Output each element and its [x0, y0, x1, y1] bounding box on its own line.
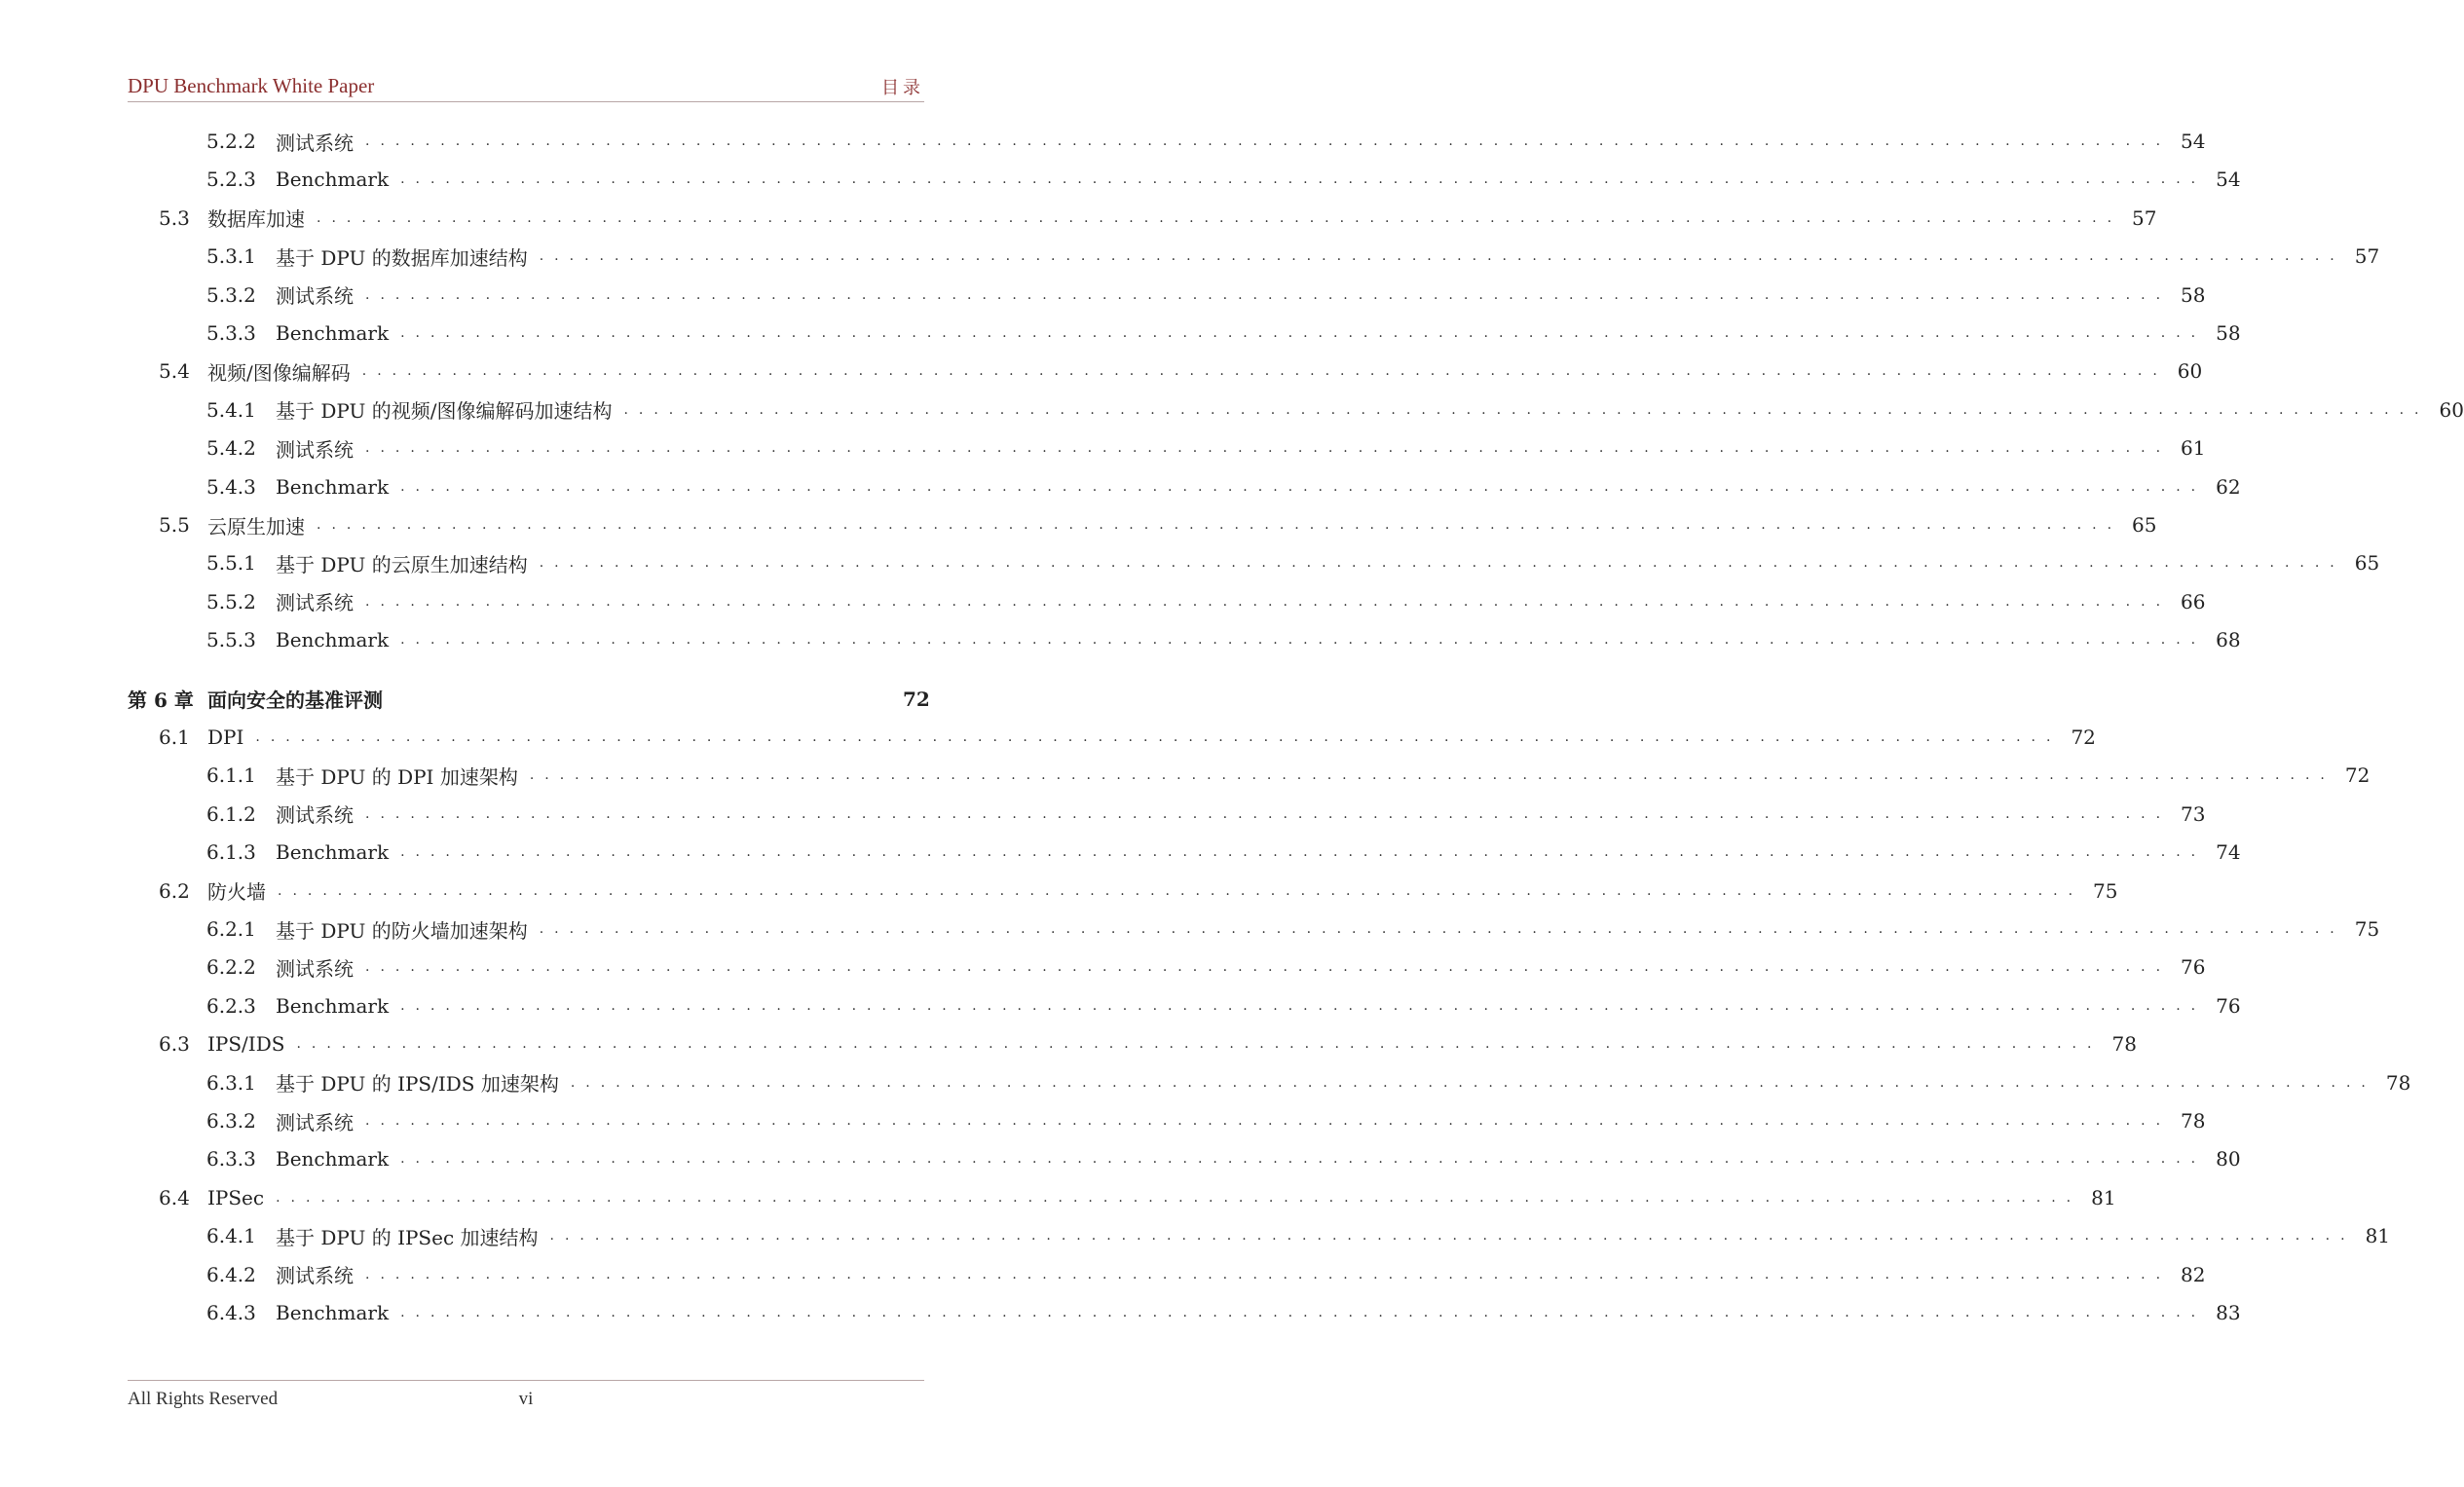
toc-entry[interactable]: [128, 620, 2241, 659]
toc-entry-title: 基于 DPU 的 IPS/IDS 加速架构: [276, 1072, 559, 1097]
toc-leader-dots: ........................................................................................................................: [365, 959, 2172, 976]
toc-entry[interactable]: [128, 505, 2157, 544]
toc-entry-page: 58: [2216, 321, 2241, 345]
toc-entry-title: Benchmark: [276, 474, 390, 499]
toc-leader-dots: ........................................................................................................................: [365, 805, 2172, 822]
toc-entry[interactable]: [128, 390, 2464, 429]
toc-entry-number: 5.4: [159, 359, 190, 384]
toc-leader-dots: ........................................................................................................................: [317, 517, 2123, 533]
toc-entry-page: 68: [2216, 628, 2241, 652]
toc-entry[interactable]: [128, 948, 2206, 986]
toc-leader-dots: ........................................................................................................................: [400, 1151, 2207, 1168]
toc-leader-dots: ........................................................................................................................: [400, 171, 2207, 188]
toc-entry-title: 测试系统: [276, 130, 354, 155]
toc-entry-number: 6.3.1: [206, 1070, 256, 1095]
toc-leader-dots: ........................................................................................................................: [361, 363, 2168, 380]
toc-entry[interactable]: [128, 872, 2118, 911]
toc-entry-title: 基于 DPU 的视频/图像编解码加速结构: [276, 399, 613, 424]
document-title: DPU Benchmark White Paper: [128, 74, 375, 97]
toc-entry-number: 6.4.1: [206, 1224, 256, 1248]
toc-leader-dots: ........................................................................................................................: [400, 997, 2207, 1014]
toc-leader-dots: ........................................................................................................................: [365, 440, 2172, 457]
toc-entry-page: 82: [2181, 1262, 2206, 1286]
toc-entry-number: 5.5.2: [206, 589, 256, 613]
toc-entry-title: Benchmark: [276, 993, 390, 1018]
toc-entry-title: Benchmark: [276, 321, 390, 345]
toc-entry[interactable]: [128, 1293, 2241, 1332]
toc-entry-page: 80: [2216, 1147, 2241, 1171]
toc-entry-title: 视频/图像编解码: [207, 360, 351, 385]
toc-entry-number: 5.2.3: [206, 167, 256, 192]
toc-entry[interactable]: [128, 428, 2206, 467]
toc-entry-number: 5.4.1: [206, 397, 256, 422]
toc-leader-dots: ........................................................................................................................: [278, 882, 2084, 899]
toc-entry-title: 测试系统: [276, 956, 354, 981]
toc-leader-dots: ........................................................................................................................: [539, 248, 2345, 265]
toc-leader-dots: ........................................................................................................................: [365, 286, 2172, 303]
toc-entry-title: 防火墙: [207, 880, 266, 905]
toc-leader-dots: ........................................................................................................................: [539, 555, 2345, 572]
toc-entry-number: 5.2.2: [206, 130, 256, 153]
toc-entry[interactable]: [128, 1178, 2116, 1217]
toc-entry-number: 5.5.1: [206, 551, 256, 576]
toc-entry-title: Benchmark: [276, 1301, 390, 1324]
toc-entry[interactable]: [128, 910, 2380, 948]
toc-entry[interactable]: [128, 352, 2203, 390]
toc-entry[interactable]: [128, 237, 2380, 276]
toc-entry-page: 78: [2385, 1070, 2411, 1095]
toc-entry[interactable]: [128, 582, 2206, 621]
toc-entry-page: 65: [2132, 513, 2157, 537]
toc-entry[interactable]: [128, 680, 930, 719]
toc-entry[interactable]: [128, 160, 2241, 199]
toc-entry-page: 60: [2439, 397, 2464, 422]
toc-entry-number: 6.1: [159, 725, 190, 749]
toc-entry-page: 75: [2093, 878, 2118, 903]
section-title: 目录: [881, 78, 924, 98]
page-footer: [128, 1380, 924, 1420]
toc-entry-title: 面向安全的基准评测: [207, 688, 383, 713]
toc-entry-title: DPI: [207, 725, 244, 749]
toc-leader-dots: ........................................................................................................................: [400, 325, 2207, 341]
toc-entry[interactable]: [128, 1139, 2241, 1178]
toc-entry-page: 66: [2181, 589, 2206, 613]
toc-entry-page: 74: [2216, 840, 2241, 865]
toc-entry-number: 6.4.2: [206, 1262, 256, 1286]
toc-entry-page: 78: [2181, 1109, 2206, 1133]
toc-entry-page: 54: [2216, 167, 2241, 192]
toc-entry[interactable]: [128, 543, 2380, 582]
toc-entry[interactable]: [128, 795, 2206, 834]
toc-leader-dots: ........................................................................................................................: [400, 1305, 2207, 1320]
toc-entry-number: 5.3.1: [206, 244, 256, 269]
toc-entry-number: 5.3.2: [206, 282, 256, 307]
toc-entry-number: 6.1.2: [206, 801, 256, 826]
toc-entry-number: 5.3.3: [206, 321, 256, 345]
toc-entry-page: 65: [2354, 551, 2380, 576]
toc-leader-dots: ........................................................................................................................: [365, 593, 2172, 610]
toc-entry-title: 基于 DPU 的 DPI 加速架构: [276, 764, 518, 789]
toc-entry-title: Benchmark: [276, 1147, 390, 1171]
toc-entry-title: 测试系统: [276, 437, 354, 462]
page-number: vi: [518, 1389, 534, 1409]
toc-entry-number: 第 6 章: [128, 688, 194, 713]
toc-entry[interactable]: [128, 314, 2241, 353]
toc-leader-dots: ........................................................................................................................: [276, 1189, 2082, 1206]
toc-entry-number: 5.4.3: [206, 474, 256, 499]
toc-leader-dots: ........................................................................................................................: [296, 1036, 2103, 1053]
toc-entry-page: 57: [2354, 244, 2380, 269]
toc-entry-number: 6.2.2: [206, 955, 256, 980]
toc-entry-page: 60: [2177, 359, 2203, 384]
toc-entry-title: IPS/IDS: [207, 1032, 285, 1057]
toc-entry-title: Benchmark: [276, 840, 390, 865]
toc-entry[interactable]: [128, 199, 2157, 238]
toc-entry-title: Benchmark: [276, 628, 390, 652]
toc-leader-dots: ........................................................................................................................: [317, 209, 2123, 226]
toc-entry-title: IPSec: [207, 1185, 265, 1209]
toc-entry-number: 6.1.1: [206, 763, 256, 788]
toc-entry-page: 72: [2071, 725, 2096, 749]
toc-entry-page: 54: [2181, 130, 2206, 153]
toc-entry-page: 73: [2181, 801, 2206, 826]
toc-entry-page: 81: [2091, 1185, 2116, 1209]
toc-entry[interactable]: [128, 1101, 2206, 1140]
toc-entry-number: 6.3.2: [206, 1109, 256, 1133]
toc-leader-dots: ........................................................................................................................: [539, 921, 2345, 937]
toc-entry[interactable]: [128, 718, 2096, 757]
toc-entry-page: 57: [2132, 205, 2157, 230]
toc-entry-title: 测试系统: [276, 284, 354, 309]
toc-leader-dots: ........................................................................................................................: [365, 1266, 2172, 1283]
toc-entry-number: 6.3.3: [206, 1147, 256, 1171]
toc-entry[interactable]: [128, 756, 2371, 795]
toc-entry-title: 基于 DPU 的防火墙加速架构: [276, 918, 528, 943]
toc-entry-page: 76: [2216, 993, 2241, 1018]
toc-entry[interactable]: [128, 833, 2241, 872]
toc-entry-number: 6.1.3: [206, 840, 256, 865]
toc-entry-title: 基于 DPU 的 IPSec 加速结构: [276, 1225, 539, 1249]
toc-entry-number: 5.5: [159, 513, 190, 537]
rights-notice: All Rights Reserved: [128, 1389, 279, 1409]
toc-entry-number: 6.3: [159, 1032, 190, 1057]
toc-leader-dots: ........................................................................................................................: [570, 1074, 2376, 1091]
toc-leader-dots: ........................................................................................................................: [400, 844, 2207, 861]
toc-entry-title: 测试系统: [276, 591, 354, 615]
toc-leader-dots: ........................................................................................................................: [529, 767, 2335, 784]
toc-entry-title: 基于 DPU 的数据库加速结构: [276, 245, 528, 270]
toc-entry-page: 83: [2216, 1301, 2241, 1324]
toc-entry-page: 72: [2344, 763, 2371, 788]
toc-entry-number: 6.4.3: [206, 1301, 256, 1324]
toc-entry-title: 基于 DPU 的云原生加速结构: [276, 552, 528, 576]
toc-entry-page: 76: [2181, 955, 2206, 980]
toc-leader-dots: ........................................................................................................................: [365, 133, 2172, 149]
toc-leader-dots: ........................................................................................................................: [400, 478, 2207, 495]
toc-entry[interactable]: [128, 1024, 2137, 1063]
toc-entry[interactable]: [128, 122, 2206, 161]
toc-leader-dots: ........................................................................................................................: [549, 1228, 2356, 1245]
toc-entry-title: 数据库加速: [207, 207, 305, 232]
toc-entry-page: 81: [2365, 1224, 2391, 1248]
toc-entry-page: 61: [2181, 436, 2206, 461]
toc-entry-number: 6.2.3: [206, 993, 256, 1018]
toc-entry[interactable]: [128, 986, 2241, 1025]
toc-entry-title: 测试系统: [276, 803, 354, 828]
toc-entry-page: 78: [2111, 1032, 2137, 1057]
toc-entry-page: 58: [2181, 282, 2206, 307]
toc-entry-number: 5.4.2: [206, 436, 256, 461]
toc-entry[interactable]: [128, 1063, 2411, 1102]
toc-entry-title: 测试系统: [276, 1264, 354, 1288]
page-header: [128, 72, 924, 102]
toc-entry-number: 5.5.3: [206, 628, 256, 652]
toc-entry[interactable]: [128, 276, 2206, 315]
toc-entry[interactable]: [128, 1216, 2391, 1255]
toc-entry-number: 6.4: [159, 1185, 190, 1209]
toc-entry-title: Benchmark: [276, 167, 390, 192]
toc-entry-page: 62: [2216, 474, 2241, 499]
toc-leader-dots: ........................................................................................................................: [255, 729, 2062, 745]
toc-entry-page: 72: [903, 687, 930, 711]
toc-leader-dots: ........................................................................................................................: [400, 632, 2207, 649]
toc-leader-dots: ........................................................................................................................: [623, 401, 2430, 418]
toc-entry-number: 5.3: [159, 205, 190, 230]
toc-entry[interactable]: [128, 1255, 2206, 1294]
toc-entry-number: 6.2.1: [206, 917, 256, 941]
toc-entry[interactable]: [128, 467, 2241, 506]
toc-leader-dots: ........................................................................................................................: [365, 1113, 2172, 1129]
toc-entry-page: 75: [2354, 917, 2380, 941]
toc-entry-number: 6.2: [159, 878, 190, 903]
toc-entry-title: 测试系统: [276, 1110, 354, 1134]
toc-entry-title: 云原生加速: [207, 514, 305, 539]
